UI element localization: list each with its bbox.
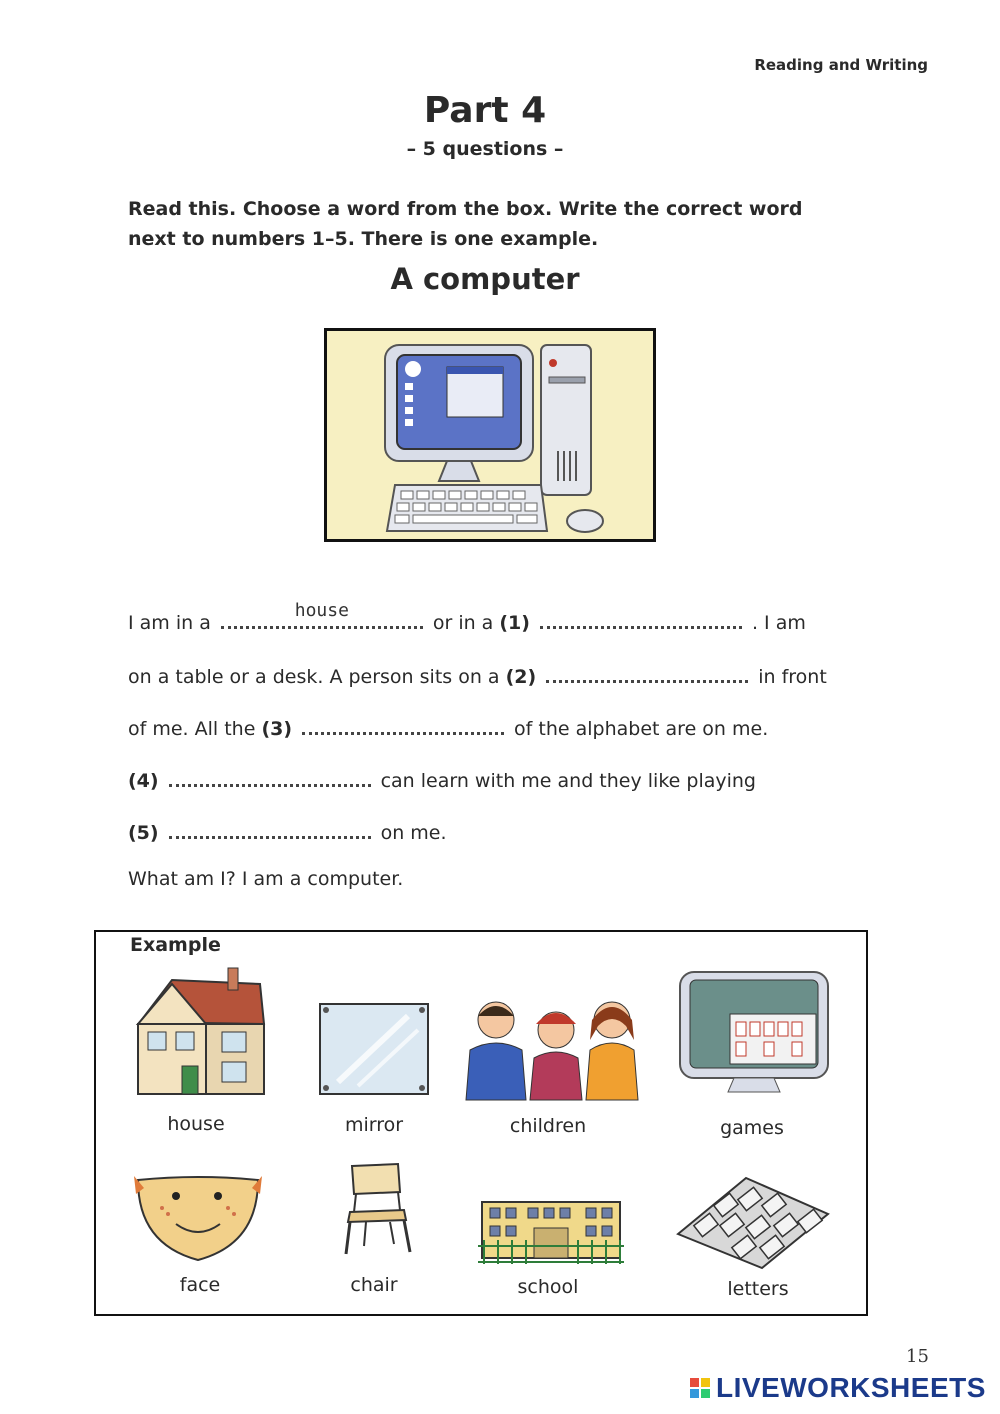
answer-blank-2[interactable] [546,660,748,683]
liveworksheets-logo-icon [690,1378,710,1398]
question-number-2: (2) [505,666,537,688]
story-title: A computer [390,262,580,296]
part-title: Part 4 [423,90,547,131]
word-chair: chair [350,1274,398,1296]
page-number: 15 [906,1346,929,1367]
question-number-3: (3) [261,718,293,740]
games-icon [678,970,830,1094]
mirror-icon [318,1002,430,1096]
story-line-4: (4) can learn with me and they like playing [128,764,756,792]
word-house: house [167,1113,225,1135]
house-icon [132,966,268,1098]
chair-icon [340,1162,414,1256]
answer-blank-5[interactable] [169,816,371,839]
part-subtitle: – 5 questions – [406,138,564,160]
school-icon [478,1196,624,1266]
story-line-6: What am I? I am a computer. [128,868,404,890]
answer-blank-4[interactable] [169,764,371,787]
question-number-1: (1) [499,612,530,634]
word-school: school [517,1276,579,1298]
word-face: face [179,1274,221,1296]
instructions: Read this. Choose a word from the box. Write the correct word next to numbers 1–5. There is one example. [128,198,803,250]
face-icon [132,1174,264,1264]
section-header: Reading and Writing [754,56,928,74]
example-answer-blank [221,600,423,629]
word-mirror: mirror [344,1114,404,1136]
question-number-5: (5) [128,822,159,844]
word-children: children [509,1115,587,1137]
story-line-3: of me. All the (3) of the alphabet are on me. [128,712,768,740]
children-icon [460,996,650,1104]
computer-illustration [324,328,656,542]
question-number-4: (4) [128,770,159,792]
story-line-5: (5) on me. [128,816,447,844]
word-letters: letters [727,1278,789,1300]
example-answer: house [294,600,349,621]
answer-blank-1[interactable] [540,606,742,629]
example-label: Example [130,934,221,956]
answer-blank-3[interactable] [302,712,504,735]
word-games: games [720,1117,784,1139]
computer-icon [327,331,653,539]
story-line-2: on a table or a desk. A person sits on a (2) in front [128,660,827,688]
brand-name[interactable]: LIVEWORKSHEETS [716,1372,986,1403]
letters-icon [676,1174,830,1270]
story-line-1: I am in a house or in a (1) . I am [128,600,806,634]
